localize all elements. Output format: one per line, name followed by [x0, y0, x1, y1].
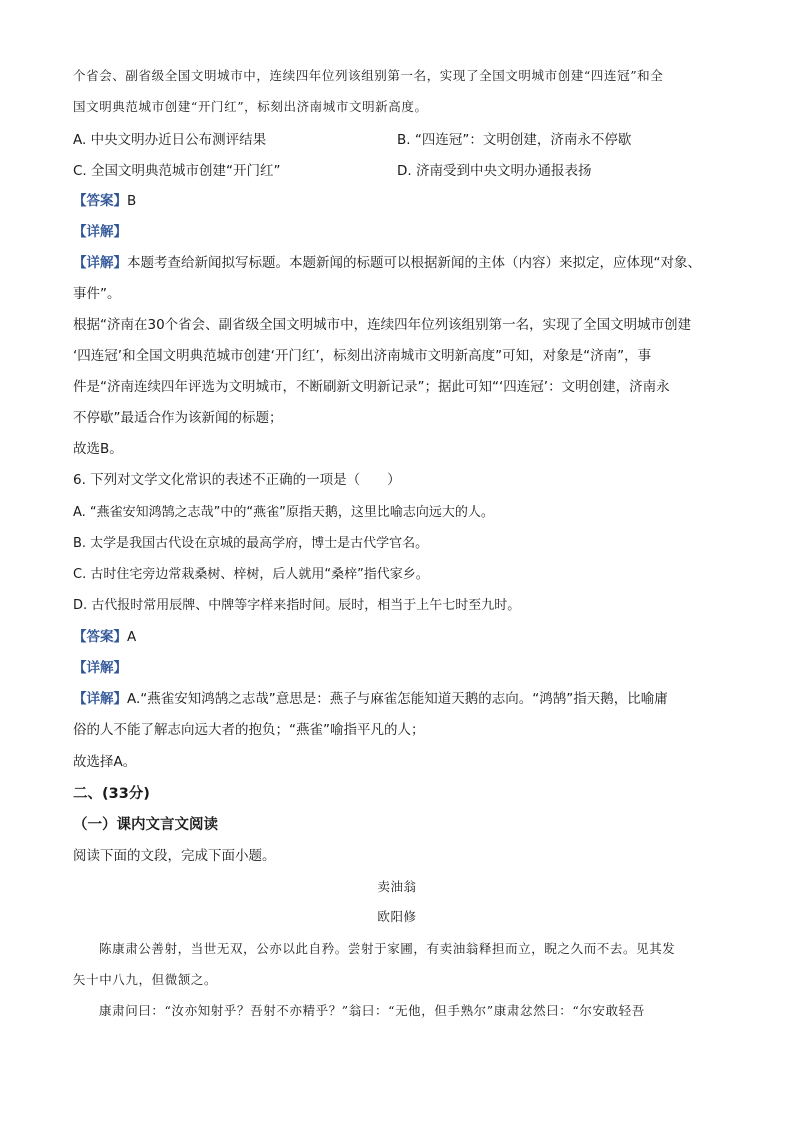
q5-detail-line: 事件”。 [73, 286, 121, 302]
q6-stem: 6. 下列对文学文化常识的表述不正确的一项是（ ） [73, 472, 401, 488]
classical-text-line: 陈康肃公善射，当世无双，公亦以此自矜。尝射于家圃，有卖油翁释担而立，睨之久而不去。见其发 [99, 941, 676, 956]
answer-value: B [127, 193, 137, 209]
classical-text-line: 康肃问曰：“汝亦知射乎？吾射不亦精乎？”翁曰：“无他，但手熟尔”康肃忿然曰：“尔安敢轻吾 [99, 1003, 645, 1018]
text-author: 欧阳修 [377, 909, 417, 924]
q5-detail-line: 根据“济南在30个省会、副省级全国文明城市中，连续四年位列该组别第一名，实现了全国文明城市创建 [73, 317, 692, 333]
answer-label: 【答案】 [73, 193, 127, 209]
passage-line: 国文明典范城市创建“开门红”，标刻出济南城市文明新高度。 [73, 99, 428, 114]
detail-text: 本题考查给新闻拟写标题。本题新闻的标题可以根据新闻的主体（内容）来拟定，应体现“对象、 [127, 255, 701, 271]
q6-option-b: B. 太学是我国古代设在京城的最高学府，博士是古代学官名。 [73, 536, 429, 551]
q6-conclusion: 故选择A。 [73, 754, 137, 770]
sub-section-heading: （一）课内文言文阅读 [73, 817, 218, 833]
detail-label: 【详解】 [73, 255, 127, 271]
classical-text-line: 矢十中八九，但微颔之。 [73, 972, 218, 987]
q5-detail-line: ‘四连冠’和全国文明典范城市创建‘开门红’，标刻出济南城市文明新高度”可知，对象是“济南”，事 [73, 348, 652, 364]
q6-option-c: C. 古时住宅旁边常栽桑树、梓树，后人就用“桑梓”指代家乡。 [73, 567, 429, 582]
q5-detail-line: 件是“济南连续四年评选为文明城市，不断刷新文明新记录”；据此可知“‘四连冠’：文明创建，济南永 [73, 379, 670, 395]
q6-detail-heading: 【详解】 [73, 660, 127, 676]
detail-label: 【详解】 [73, 691, 127, 707]
q6-detail-line: 俗的人不能了解志向远大者的抱负；“燕雀”喻指平凡的人； [73, 722, 425, 738]
q5-option-a: A. 中央文明办近日公布测评结果 [73, 132, 267, 148]
q5-option-c: C. 全国文明典范城市创建“开门红” [73, 163, 281, 179]
passage-line: 个省会、副省级全国文明城市中，连续四年位列该组别第一名，实现了全国文明城市创建“四连冠”和全 [73, 68, 664, 83]
detail-text: A.“燕雀安知鸿鹄之志哉”意思是：燕子与麻雀怎能知道天鹅的志向。“鸿鹄”指天鹅，比喻庸 [127, 691, 668, 707]
answer-value: A [127, 629, 137, 645]
section-heading: 二、(33分) [73, 786, 150, 802]
q6-option-d: D. 古代报时常用辰牌、中牌等字样来指时间。辰时，相当于上午七时至九时。 [73, 598, 521, 613]
q5-detail-line: 不停歇”最适合作为该新闻的标题； [73, 410, 283, 426]
q6-answer [73, 627, 721, 647]
q6-option-a: A. “燕雀安知鸿鹄之志哉”中的“燕雀”原指天鹅，这里比喻志向远大的人。 [73, 505, 494, 520]
q6-detail [73, 689, 721, 709]
q5-conclusion: 故选B。 [73, 441, 123, 457]
q5-detail [73, 253, 721, 273]
q5-detail-heading: 【详解】 [73, 224, 127, 240]
text-title: 卖油翁 [377, 879, 417, 894]
q5-option-d: D. 济南受到中央文明办通报表扬 [397, 163, 592, 179]
answer-label: 【答案】 [73, 629, 127, 645]
q5-option-b: B. “四连冠”：文明创建，济南永不停歇 [397, 132, 632, 148]
reading-instruction: 阅读下面的文段，完成下面小题。 [73, 848, 276, 864]
q5-answer [73, 191, 721, 211]
